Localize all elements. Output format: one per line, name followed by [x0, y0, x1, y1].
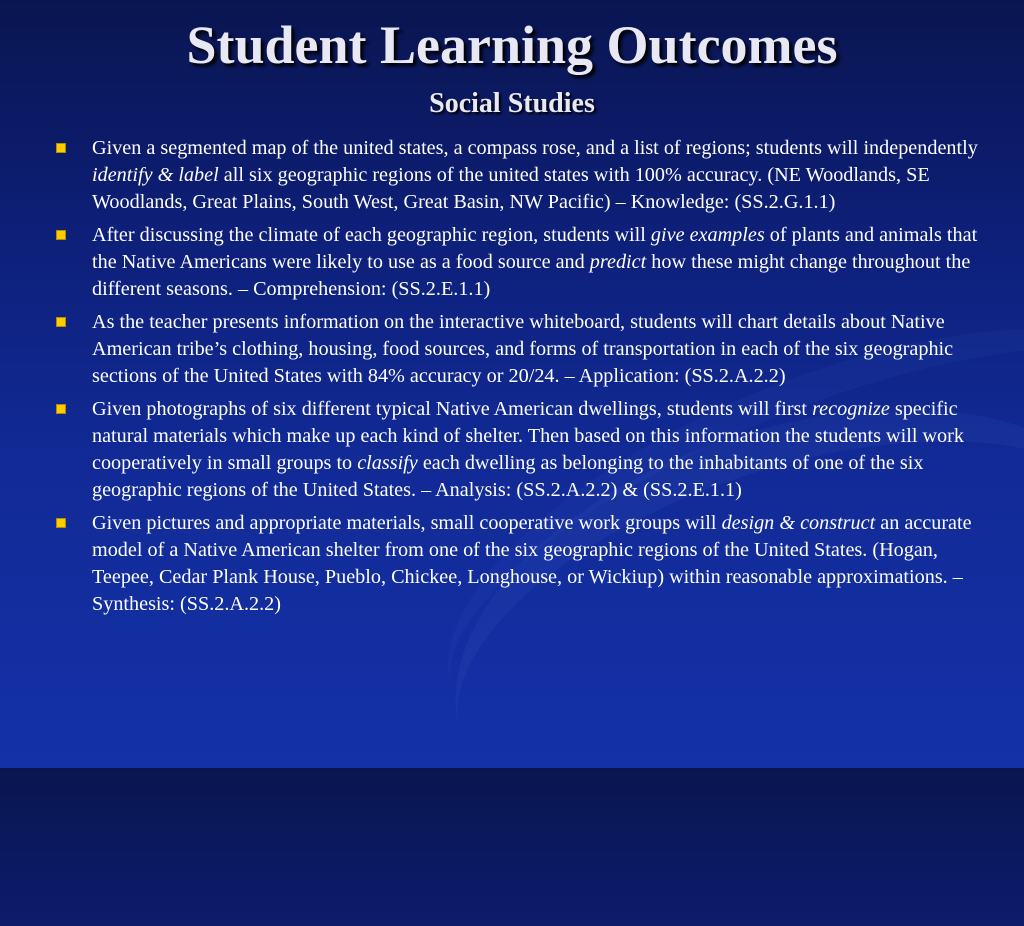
emphasized-verb: classify [357, 452, 418, 474]
slide-title: Student Learning Outcomes [186, 15, 838, 75]
outcome-text: an accurate model of a Native American shelter from one of the six geographic regions of the United States. (Hogan, Teepee, Cedar Plank House, Pueblo, Chickee, Longhouse, or Wickiup) within reasonable approximations. – Synthesis: (SS.2.A.2.2) [92, 512, 972, 615]
outcomes-list [56, 135, 996, 624]
emphasized-verb: identify & label [92, 164, 219, 186]
emphasized-verb: give examples [650, 224, 765, 246]
outcome-text: specific natural materials which make up each kind of shelter. Then based on this information the students will work cooperatively in small groups to [92, 398, 964, 474]
outcome-item [56, 309, 996, 390]
outcome-item [56, 510, 996, 618]
square-bullet-icon [56, 518, 66, 528]
outcome-item [56, 135, 996, 216]
square-bullet-icon [56, 230, 66, 240]
emphasized-verb: design & construct [721, 512, 876, 534]
outcome-text: As the teacher presents information on the interactive whiteboard, students will chart details about Native American tribe’s clothing, housing, food sources, and forms of transportation in each of the six geographic sections of the United States with 84% accuracy or 20/24. – Application: (SS.2.A.2.2) [92, 311, 954, 387]
outcome-item [56, 222, 996, 303]
emphasized-verb: predict [589, 251, 647, 273]
outcome-item [56, 396, 996, 504]
outcome-text: how these might change throughout the different seasons. – Comprehension: (SS.2.E.1.1) [92, 251, 971, 300]
outcome-text: Given photographs of six different typical Native American dwellings, students will first [92, 398, 813, 420]
outcome-text: Given pictures and appropriate materials, small cooperative work groups will [92, 512, 722, 534]
emphasized-verb: recognize [812, 398, 890, 420]
outcome-text: After discussing the climate of each geographic region, students will [92, 224, 651, 246]
square-bullet-icon [56, 143, 66, 153]
outcome-text: Given a segmented map of the united states, a compass rose, and a list of regions; students will independently [92, 137, 978, 159]
outcome-text: all six geographic regions of the united states with 100% accuracy. (NE Woodlands, SE Woodlands, Great Plains, South West, Great Basin, NW Pacific) – Knowledge: (SS.2.G.1.1) [92, 164, 930, 213]
outcome-text: each dwelling as belonging to the inhabitants of one of the six geographic regions of the United States. – Analysis: (SS.2.A.2.2) & (SS.2.E.1.1) [92, 452, 924, 501]
square-bullet-icon [56, 317, 66, 327]
square-bullet-icon [56, 404, 66, 414]
outcome-text: of plants and animals that the Native Americans were likely to use as a food source and [92, 224, 978, 273]
slide-subtitle: Social Studies [429, 88, 595, 119]
